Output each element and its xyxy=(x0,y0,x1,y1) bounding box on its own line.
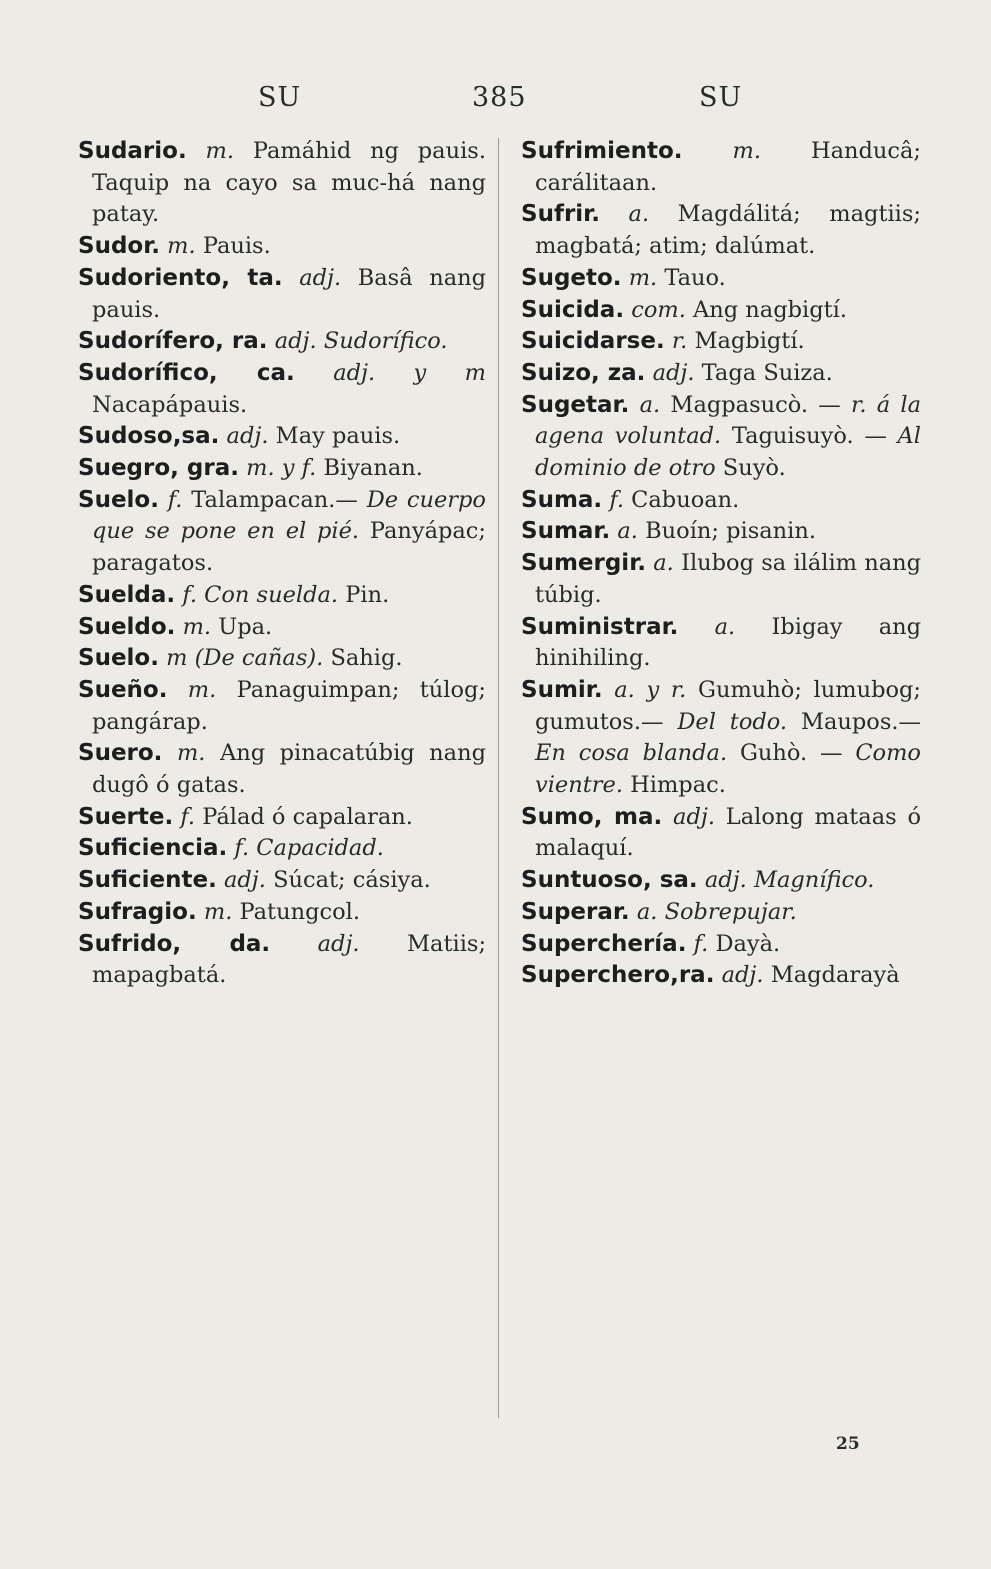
italic-note: Del todo. xyxy=(677,708,788,735)
definition: Ilubog sa ilálim nang túbig. xyxy=(535,550,922,608)
headword: Suelo. xyxy=(78,645,159,672)
definition: Buoín; pisanin. xyxy=(645,518,817,545)
italic-note: Sobrepujar. xyxy=(664,898,797,925)
dictionary-entry xyxy=(521,612,921,675)
dictionary-entry xyxy=(78,929,486,992)
dictionary-entry xyxy=(78,453,486,485)
grammar-label: m. xyxy=(182,613,212,640)
grammar-label: adj. xyxy=(299,264,342,291)
dictionary-entry xyxy=(521,326,921,358)
definition: Gumuhò; lumubog; gumutos.— xyxy=(535,676,922,735)
grammar-label: a. xyxy=(653,550,674,577)
definition: Upa. xyxy=(218,613,273,640)
definition: Basâ nang pauis. xyxy=(92,264,487,323)
grammar-label: r. xyxy=(671,328,688,355)
dictionary-entry xyxy=(521,263,921,295)
italic-note: De cuerpo que se pone en el pié. xyxy=(92,486,486,545)
definition: Biyanan. xyxy=(323,455,423,482)
definition: Magdarayà xyxy=(770,962,900,989)
definition: Patungcol. xyxy=(239,898,360,925)
dictionary-entry xyxy=(521,136,921,199)
grammar-label: f. xyxy=(167,486,183,513)
grammar-label: adj. xyxy=(317,930,360,957)
definition: Panyápac; paragatos. xyxy=(92,518,486,577)
dictionary-entry xyxy=(78,231,486,263)
definition: Guhò. — xyxy=(739,740,843,767)
definition: Suyò. xyxy=(722,455,786,482)
running-head-right: SU xyxy=(699,82,743,113)
headword: Sumir. xyxy=(521,676,603,703)
right-column xyxy=(521,136,921,992)
definition: Pin. xyxy=(345,581,390,608)
headword: Sumar. xyxy=(521,518,611,545)
headword: Sudorífico, ca. xyxy=(78,359,295,386)
dictionary-entry xyxy=(521,390,921,485)
headword: Sueño. xyxy=(78,676,168,703)
headword: Sufragio. xyxy=(78,898,197,925)
left-column xyxy=(78,136,486,992)
grammar-label: f. xyxy=(234,835,250,862)
grammar-label: adj. xyxy=(223,867,266,894)
definition: Pálad ó capalaran. xyxy=(202,803,413,830)
grammar-label: f. xyxy=(693,930,709,957)
definition: Súcat; cásiya. xyxy=(273,867,431,894)
definition: Ang pinacatúbig nang dugô ó gatas. xyxy=(92,740,486,799)
headword: Suntuoso, sa. xyxy=(521,867,698,894)
grammar-label: com. xyxy=(631,296,686,323)
column-divider xyxy=(498,138,499,1418)
headword: Sudario. xyxy=(78,138,187,164)
headword: Sudoso,sa. xyxy=(78,423,220,450)
headword: Superar. xyxy=(521,898,630,925)
dictionary-entry xyxy=(78,358,486,421)
headword: Suero. xyxy=(78,740,163,767)
grammar-label: adj. xyxy=(274,328,317,355)
grammar-label: adj. xyxy=(704,867,747,894)
definition: Magpasucò. — xyxy=(670,391,841,418)
dictionary-entry xyxy=(521,485,921,517)
headword: Sufrimiento. xyxy=(521,138,683,164)
italic-note: En cosa blanda. xyxy=(535,740,728,767)
grammar-label: m. xyxy=(205,138,235,164)
headword: Suegro, gra. xyxy=(78,455,239,482)
dictionary-entry xyxy=(78,136,486,231)
running-head-left: SU xyxy=(258,82,302,113)
definition: Ibigay ang hinihiling. xyxy=(535,613,922,672)
grammar-label: adj. y m xyxy=(333,359,486,386)
dictionary-entry xyxy=(521,929,921,961)
headword: Suficiente. xyxy=(78,867,217,894)
grammar-label: m. xyxy=(176,740,206,767)
definition: Himpac. xyxy=(630,772,726,799)
grammar-label: m. xyxy=(628,264,658,291)
dictionary-entry xyxy=(521,295,921,327)
definition: Handucâ; carálitaan. xyxy=(535,138,921,196)
definition: Magdálitá; magtiis; magbatá; atim; dalúmat. xyxy=(535,201,922,260)
definition: Tauo. xyxy=(664,264,726,291)
dictionary-entry xyxy=(521,516,921,548)
definition: Pamáhid ng pauis. Taquip na cayo sa muc-há nang patay. xyxy=(92,138,486,228)
headword: Sudorífero, ra. xyxy=(78,328,268,355)
signature-mark: 25 xyxy=(836,1434,860,1454)
definition: Taguisuyò. — xyxy=(731,423,887,450)
headword: Sudor. xyxy=(78,233,161,260)
dictionary-entry xyxy=(78,643,486,675)
grammar-label: adj. xyxy=(226,423,269,450)
headword: Superchería. xyxy=(521,930,687,957)
italic-note: Sudorífico. xyxy=(323,328,448,355)
grammar-label: a. xyxy=(617,518,638,545)
headword: Suministrar. xyxy=(521,613,679,640)
dictionary-entry xyxy=(521,675,921,802)
grammar-label: a. y r. xyxy=(614,676,687,703)
headword: Sueldo. xyxy=(78,613,176,640)
grammar-label: a. xyxy=(628,201,650,228)
dictionary-entry xyxy=(78,580,486,612)
dictionary-entry xyxy=(78,612,486,644)
grammar-label: m. y f. xyxy=(246,455,317,482)
dictionary-entry xyxy=(78,485,486,580)
headword: Sufrido, da. xyxy=(78,930,271,957)
headword: Sumo, ma. xyxy=(521,803,663,830)
dictionary-entry xyxy=(78,263,486,326)
dictionary-entry xyxy=(78,738,486,801)
dictionary-entry xyxy=(78,897,486,929)
grammar-label: adj. xyxy=(652,359,695,386)
grammar-label: a. xyxy=(714,613,736,640)
grammar-label: adj. xyxy=(673,803,715,830)
dictionary-entry xyxy=(521,865,921,897)
definition: Taga Suiza. xyxy=(701,359,833,386)
definition: Pauis. xyxy=(202,233,271,260)
italic-note: Capacidad. xyxy=(256,835,384,862)
dictionary-entry xyxy=(521,802,921,865)
definition: Nacapápauis. xyxy=(92,391,248,418)
grammar-label: a. xyxy=(639,391,661,418)
dictionary-entry xyxy=(521,358,921,390)
definition: May pauis. xyxy=(275,423,401,450)
headword: Sugetar. xyxy=(521,391,630,418)
headword: Suma. xyxy=(521,486,603,513)
definition: Matiis; mapagbatá. xyxy=(92,930,487,989)
page-number: 385 xyxy=(472,82,527,113)
italic-note: r. á la agena voluntad. xyxy=(535,391,921,450)
dictionary-entry xyxy=(78,833,486,865)
definition: Lalong mataas ó malaquí. xyxy=(535,803,921,862)
grammar-label: f. xyxy=(180,803,196,830)
grammar-label: m xyxy=(166,645,188,672)
headword: Sumergir. xyxy=(521,550,646,577)
definition: Dayà. xyxy=(715,930,781,957)
dictionary-entry xyxy=(78,802,486,834)
grammar-label: a. xyxy=(636,898,658,925)
definition: Maupos.— xyxy=(800,708,922,735)
italic-note: (De cañas). xyxy=(194,645,324,672)
dictionary-entry xyxy=(521,960,921,992)
definition: Talampacan.— xyxy=(191,486,358,513)
dictionary-entry xyxy=(521,199,921,262)
dictionary-entry xyxy=(78,326,486,358)
dictionary-entry xyxy=(78,421,486,453)
dictionary-entry xyxy=(78,675,486,738)
grammar-label: f. xyxy=(182,581,197,608)
headword: Suelo. xyxy=(78,486,159,513)
headword: Sudoriento, ta. xyxy=(78,264,283,291)
grammar-label: m. xyxy=(732,138,761,164)
italic-note: Al dominio de otro xyxy=(535,423,921,482)
headword: Suicidarse. xyxy=(521,328,665,355)
page-header xyxy=(0,82,991,122)
definition: Cabuoan. xyxy=(631,486,740,513)
headword: Suerte. xyxy=(78,803,174,830)
dictionary-entry xyxy=(521,897,921,929)
italic-note: Magnífico. xyxy=(753,867,875,894)
grammar-label: m. xyxy=(167,233,196,260)
headword: Sufrir. xyxy=(521,201,600,228)
dictionary-entry xyxy=(78,865,486,897)
definition: Panaguimpan; túlog; pangárap. xyxy=(92,676,486,735)
headword: Suicida. xyxy=(521,296,625,323)
definition: Ang nagbigtí. xyxy=(693,296,848,323)
headword: Sugeto. xyxy=(521,264,622,291)
headword: Suizo, za. xyxy=(521,359,646,386)
grammar-label: m. xyxy=(203,898,233,925)
italic-note: Con suelda. xyxy=(204,581,339,608)
grammar-label: f. xyxy=(609,486,625,513)
dictionary-entry xyxy=(521,548,921,611)
grammar-label: m. xyxy=(187,676,217,703)
headword: Suelda. xyxy=(78,581,176,608)
headword: Superchero,ra. xyxy=(521,962,715,989)
grammar-label: adj. xyxy=(721,962,764,989)
headword: Suficiencia. xyxy=(78,835,228,862)
italic-note: Como vientre. xyxy=(535,740,921,799)
definition: Sahig. xyxy=(330,645,403,672)
definition: Magbigtí. xyxy=(694,328,805,355)
